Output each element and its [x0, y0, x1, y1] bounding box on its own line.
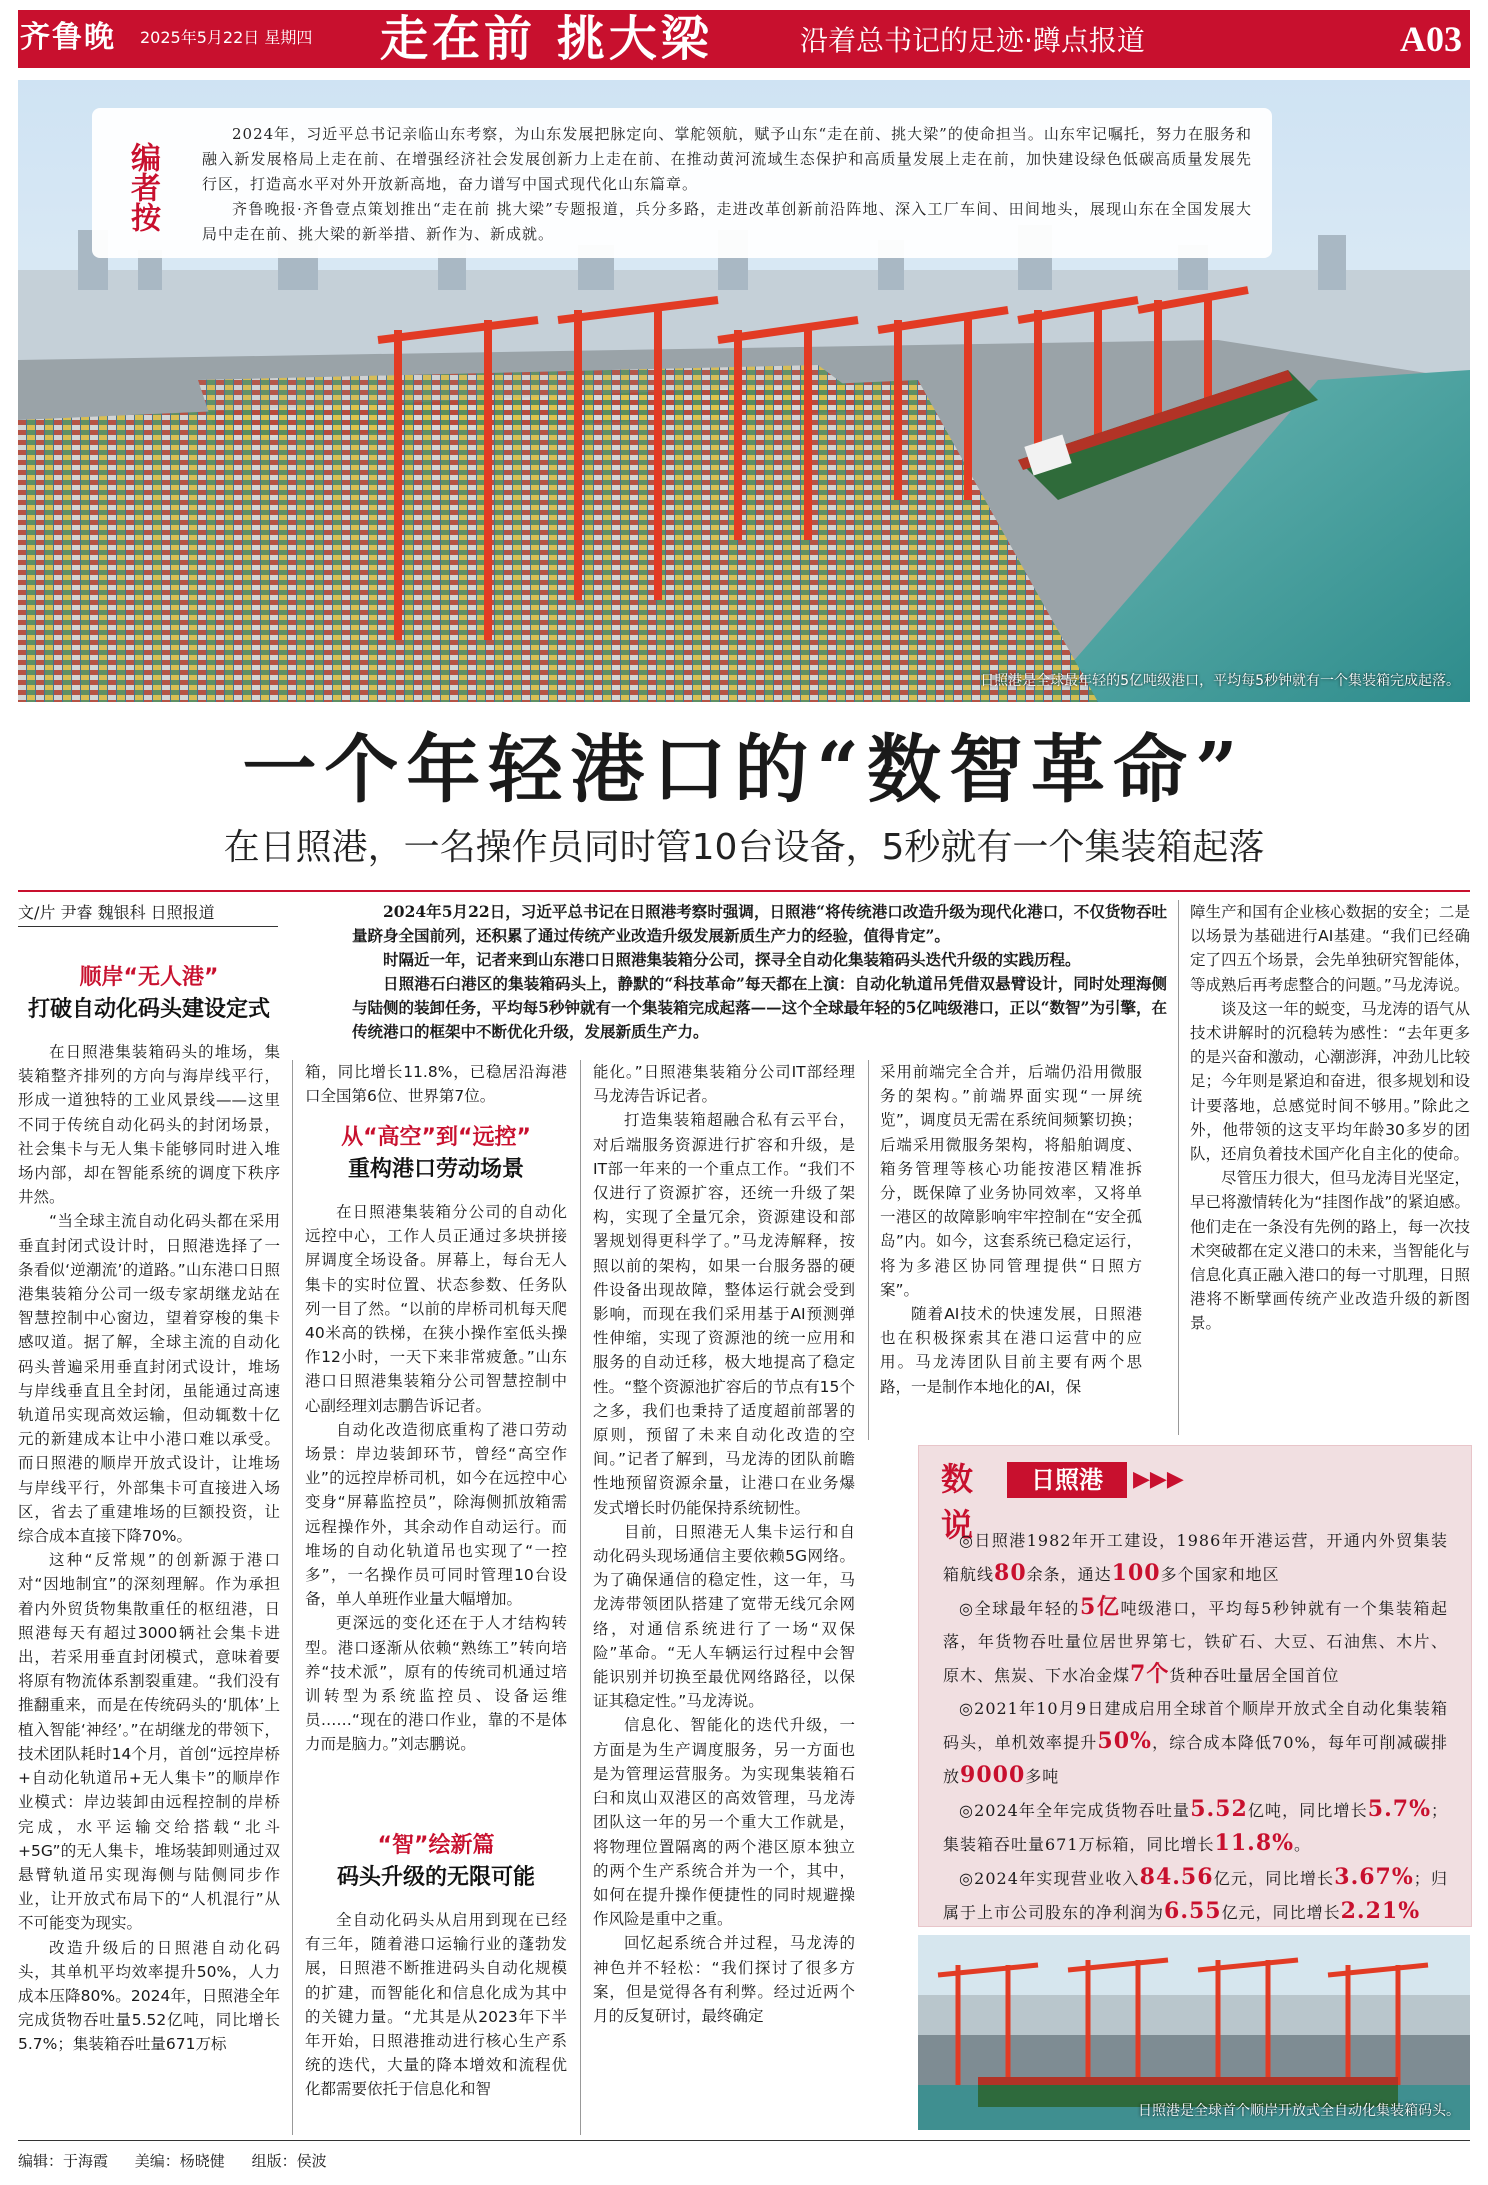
page-number: A03 — [1400, 19, 1462, 59]
data-item: ◎2024年实现营业收入84.56亿元，同比增长3.67%；归属于上市公司股东的净利润为6.55亿元，同比增长2.21% — [943, 1864, 1448, 1924]
lead-paragraph: 日照港石臼港区的集装箱码头上，静默的“科技革命”每天都在上演：自动化轨道吊凭借双悬臂设计，同时处理海侧与陆侧的装卸任务，平均每5秒钟就有一个集装箱完成起落——这个全球最年轻的5亿吨级港口，正以“数智”为引擎，在传统港口的框架中不断优化升级，发展新质生产力。 — [352, 974, 1167, 1041]
body-paragraph: 能化。”日照港集装箱分公司IT部经理马龙涛告诉记者。 — [593, 1063, 855, 1106]
page-footer — [18, 2146, 818, 2176]
article-headline: 一个年轻港口的“数智革命” — [242, 727, 1246, 813]
data-facts-box — [918, 1445, 1472, 1927]
section-title: 打破自动化码头建设定式 — [27, 997, 270, 1022]
data-box-heading-tag: 日照港 — [1007, 1462, 1127, 1498]
editor-note-para: 齐鲁晚报·齐鲁壹点策划推出“走在前 挑大梁”专题报道，兵分多路，走进改革创新前沿阵地、深入工厂车间、田间地头，展现山东在全国发展大局中走在前、挑大梁的新举措、新作为、新成就。 — [202, 200, 1252, 243]
arrow-icon: ▶▶▶ — [1133, 1467, 1184, 1492]
data-item: ◎2021年10月9日建成启用全球首个顺岸开放式全自动化集装箱码头，单机效率提升50%，综合成本降低70%，每年可削减碳排放9000多吨 — [943, 1699, 1448, 1788]
editor-note-box — [92, 108, 1272, 258]
hero-photo-caption: 日照港是全球最年轻的5亿吨级港口，平均每5秒钟就有一个集装箱完成起落。 — [980, 673, 1460, 689]
article-byline: 文/片 尹睿 魏银科 日照报道 — [18, 900, 278, 927]
section-subtitle: 沿着总书记的足迹·蹲点报道 — [800, 24, 1145, 57]
issue-date: 2025年5月22日 星期四 — [140, 28, 313, 47]
column-separator — [868, 1060, 869, 1440]
article-column-2a — [305, 1060, 567, 1120]
column-separator — [580, 1060, 581, 2135]
body-paragraph: 更深远的变化还在于人才结构转型。港口逐渐从依赖“熟练工”转向培养“技术派”，原有的传统司机通过培训转型为系统监控员、设备运维员……“现在的港口作业，靠的不是体力而是脑力。”刘志鹏说。 — [305, 1614, 567, 1754]
article-lead — [352, 900, 1167, 1050]
body-paragraph: 采用前端完全合并，后端仍沿用微服务的架构。”前端界面实现“一屏统览”，调度员无需在系统间频繁切换；后端采用微服务架构，将船舶调度、箱务管理等核心功能按港区精准拆分，既保障了业务协同效率，又将单一港区的故障影响牢牢控制在“安全孤岛”内。如今，这套系统已稳定运行，将为多港区协同管理提供“日照方案”。 — [880, 1063, 1142, 1299]
section-title: 重构港口劳动场景 — [347, 1157, 524, 1182]
data-item: ◎全球最年轻的5亿吨级港口，平均每5秒钟就有一个集装箱起落，年货物吞吐量位居世界第七，铁矿石、大豆、石油焦、木片、原木、焦炭、下水冶金煤7个货种吞吐量居全国首位 — [943, 1594, 1449, 1687]
lead-paragraph: 时隔近一年，记者来到山东港口日照港集装箱分公司，探寻全自动化集装箱码头迭代升级的实践历程。 — [383, 950, 1081, 969]
body-paragraph: 箱，同比增长11.8%，已稳居沿海港口全国第6位、世界第7位。 — [305, 1063, 567, 1106]
data-item: ◎日照港1982年开工建设，1986年开港运营，开通内外贸集装箱航线80余条，通达100多个国家和地区 — [943, 1531, 1448, 1586]
section-kicker: 顺岸“无人港” — [79, 965, 219, 990]
data-box-heading: 数说 — [941, 1460, 974, 1544]
body-paragraph: “当全球主流自动化码头都在采用垂直封闭式设计时，日照港选择了一条看似‘逆潮流’的道路。”山东港口日照港集装箱分公司一级专家胡继龙站在智慧控制中心窗边，望着穿梭的集卡感叹道。据了解，全球主流的自动化码头普遍采用垂直封闭式设计，堆场与岸线垂直且全封闭，虽能通过高速轨道吊实现高效运输，但动辄数十亿元的新建成本让中小港口难以承受。而日照港的顺岸开放式设计，让堆场与岸线平行，外部集卡可直接进入场区，省去了重建堆场的巨额投资，让综合成本直接下降70%。 — [18, 1212, 280, 1546]
editor-note-label: 编者按 — [125, 142, 160, 232]
body-paragraph: 谈及这一年的蜕变，马龙涛的语气从技术讲解时的沉稳转为感性：“去年更多的是兴奋和激动，心潮澎湃，冲劲儿比较足；今年则是紧迫和奋进，很多规划和设计要落地，总感觉时间不够用。”除此之外，他带领的这支平均年龄30多岁的团队，还肩负着技术国产化自主化的使命。 — [1190, 999, 1470, 1164]
column-separator — [1178, 900, 1179, 1435]
article-column-3 — [593, 1060, 855, 2135]
section-kicker: 从“高空”到“远控” — [341, 1125, 531, 1150]
article-column-2b — [305, 1200, 567, 1820]
section-heading-2 — [305, 1122, 567, 1192]
footer-editor: 编辑：于海霞 — [18, 2152, 109, 2170]
body-paragraph: 改造升级后的日照港自动化码头，其单机平均效率提升50%，人力成本压降80%。2024年，日照港全年完成货物吞吐量5.52亿吨，同比增长5.7%；集装箱吞吐量671万标 — [18, 1938, 280, 2054]
section-title: 走在前 挑大梁 — [380, 11, 713, 67]
column-separator — [292, 1060, 293, 2135]
body-paragraph: 随着AI技术的快速发展，日照港也在积极探索其在港口运营中的应用。马龙涛团队目前主要有两个思路，一是制作本地化的AI，保 — [880, 1305, 1142, 1396]
masthead-logo: 齐鲁晚 — [20, 20, 116, 55]
footer-designer: 美编：杨晓健 — [134, 2152, 225, 2170]
lead-paragraph: 2024年5月22日，习近平总书记在日照港考察时强调，日照港“将传统港口改造升级为现代化港口，不仅货物吞吐量跻身全国前列，还积累了通过传统产业改造升级发展新质生产力的经验，值得肯定”。 — [352, 902, 1167, 945]
editor-note-para: 2024年，习近平总书记亲临山东考察，为山东发展把脉定向、掌舵领航，赋予山东“走在前、挑大梁”的使命担当。山东牢记嘱托，努力在服务和融入新发展格局上走在前、在增强经济社会发展创新力上走在前、在推动黄河流域生态保护和高质量发展上走在前，加快建设绿色低碳高质量发展先行区，打造高水平对外开放新高地，奋力谱写中国式现代化山东篇章。 — [202, 125, 1252, 193]
section-title: 码头升级的无限可能 — [336, 1865, 535, 1890]
body-paragraph: 在日照港集装箱分公司的自动化远控中心，工作人员正通过多块拼接屏调度全场设备。屏幕上，每台无人集卡的实时位置、状态参数、任务队列一目了然。“以前的岸桥司机每天爬40米高的铁梯，在狭小操作室低头操作12小时，一天下来非常疲惫。”山东港口日照港集装箱分公司智慧控制中心副经理刘志鹏告诉记者。 — [305, 1203, 567, 1415]
footer-divider — [18, 2140, 1470, 2141]
article-column-2c — [305, 1908, 567, 2136]
body-paragraph: 信息化、智能化的迭代升级，一方面是为生产调度服务，另一方面也是为管理运营服务。为实现集装箱石臼和岚山双港区的高效管理，马龙涛团队这一年的另一个重大工作就是，将物理位置隔离的两个港区原本独立的两个生产系统合并为一个，其中，如何在提升操作便捷性的同时规避操作风险是重中之重。 — [593, 1716, 855, 1929]
body-paragraph: 目前，日照港无人集卡运行和自动化码头现场通信主要依赖5G网络。为了确保通信的稳定性，这一年，马龙涛带领团队搭建了宽带无线冗余网络，对通信系统进行了一场“双保险”革命。“无人车辆运行过程中会智能识别并切换至最优网络路径，以保证其稳定性。”马龙涛说。 — [593, 1522, 855, 1711]
article-column-4 — [880, 1060, 1142, 1435]
article-column-5 — [1190, 900, 1470, 1435]
footer-proof: 组版：侯波 — [251, 2152, 327, 2170]
body-paragraph: 在日照港集装箱码头的堆场，集装箱整齐排列的方向与海岸线平行，形成一道独特的工业风景线——这里不同于传统自动化码头的封闭场景，社会集卡与无人集卡能够同时进入堆场内部，却在智能系统的调度下秩序井然。 — [18, 1043, 280, 1207]
body-paragraph: 回忆起系统合并过程，马龙涛的神色并不轻松：“我们探讨了很多方案，但是觉得各有利弊。经过近两个月的反复研讨，最终确定 — [593, 1934, 855, 2025]
body-paragraph: 障生产和国有企业核心数据的安全；二是以场景为基础进行AI基建。“我们已经确定了四五个场景，会先单独研究智能体，等成熟后再考虑整合的问题。”马龙涛说。 — [1190, 903, 1470, 994]
body-paragraph: 尽管压力很大，但马龙涛目光坚定，早已将激情转化为“挂图作战”的紧迫感。他们走在一条没有先例的路上，每一次技术突破都在定义港口的未来，当智能化与信息化真正融入港口的每一寸肌理，日照港将不断擘画传统产业改造升级的新图景。 — [1190, 1169, 1470, 1333]
data-item: ◎2024年全年完成货物吞吐量5.52亿吨，同比增长5.7%；集装箱吞吐量671万标箱，同比增长11.8%。 — [943, 1796, 1448, 1856]
article-subheadline: 在日照港，一名操作员同时管10台设备，5秒就有一个集装箱起落 — [223, 827, 1265, 868]
terminal-photo-caption: 日照港是全球首个顺岸开放式全自动化集装箱码头。 — [1138, 2103, 1460, 2119]
section-heading-3 — [305, 1830, 567, 1900]
section-kicker: “智”绘新篇 — [377, 1833, 495, 1858]
data-box-items — [943, 1524, 1449, 1924]
section-heading-1 — [18, 962, 280, 1032]
body-paragraph: 自动化改造彻底重构了港口劳动场景：岸边装卸环节，曾经“高空作业”的远控岸桥司机，如今在远控中心变身“屏幕监控员”，除海侧抓放箱需远程操作外，其余动作自动运行。而堆场的自动化轨道吊也实现了“一控多”，一名操作员可同时管理10台设备，单人单班作业量大幅增加。 — [305, 1420, 567, 1609]
editor-note-text — [202, 122, 1252, 247]
headline-divider — [18, 890, 1470, 892]
body-paragraph: 全自动化码头从启用到现在已经有三年，随着港口运输行业的蓬勃发展，日照港不断推进码头自动化规模的扩建，而智能化和信息化成为其中的关键力量。“尤其是从2023年下半年开始，日照港推动进行核心生产系统的迭代，大量的降本增效和流程优化都需要依托于信息化和智 — [305, 1911, 567, 2099]
article-column-1 — [18, 1040, 280, 2135]
body-paragraph: 打造集装箱超融合私有云平台，对后端服务资源进行扩容和升级，是IT部一年来的一个重点工作。“我们不仅进行了资源扩容，还统一升级了架构，实现了全量冗余，资源建设和部署规划得更科学了。”马龙涛解释，按照以前的架构，如果一台服务器的硬件设备出现故障，整体运行就会受到影响，而现在我们采用基于AI预测弹性伸缩，实现了资源池的统一应用和服务的自动迁移，极大地提高了稳定性。“整个资源池扩容后的节点有15个之多，我们也秉持了适度超前部署的原则，预留了未来自动化改造的空间。”记者了解到，马龙涛的团队前瞻性地预留资源余量，让港口在业务爆发式增长时仍能保持系统韧性。 — [593, 1111, 855, 1517]
body-paragraph: 这种“反常规”的创新源于港口对“因地制宜”的深刻理解。作为承担着内外贸货物集散重任的枢纽港，日照港每天有超过3000辆社会集卡进出，若采用垂直封闭模式，意味着要将原有物流体系割裂重建。“我们没有推翻重来，而是在传统码头的‘肌体’上植入智能‘神经’。”在胡继龙的带领下，技术团队耗时14个月，首创“远控岸桥+自动化轨道吊+无人集卡”的顺岸作业模式：岸边装卸由远程控制的岸桥完成，水平运输交给搭载“北斗+5G”的无人集卡，堆场装卸则通过双悬臂轨道吊实现海侧与陆侧同步作业，让开放式布局下的“人机混行”从不可能变为现实。 — [18, 1551, 280, 1933]
